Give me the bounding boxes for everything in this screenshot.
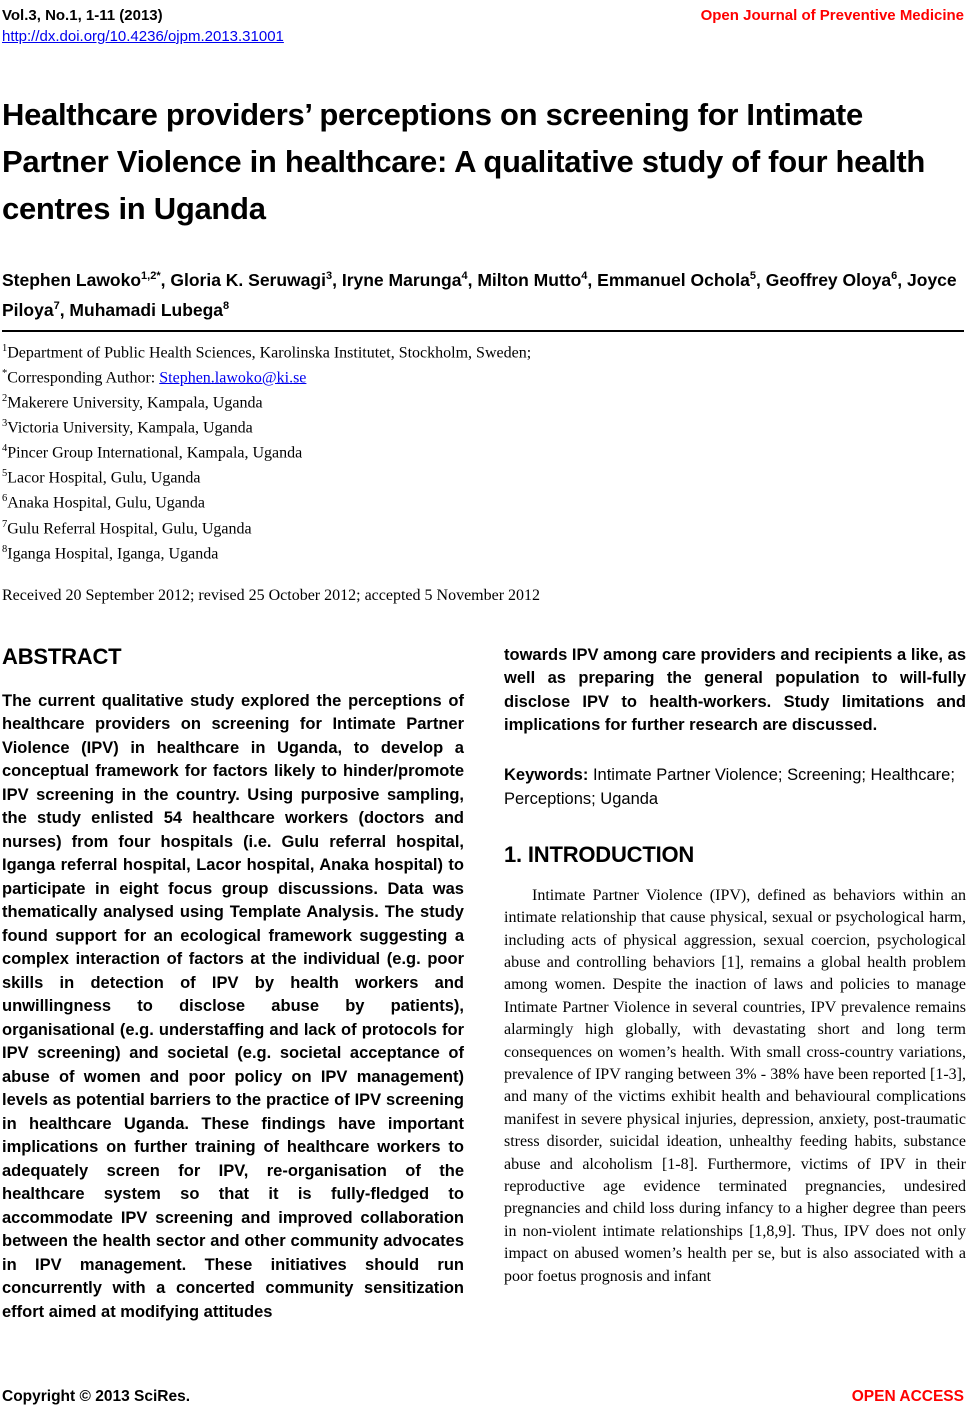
- author-name: Joyce Piloya: [2, 269, 957, 320]
- paper-title: Healthcare providers’ perceptions on screening for Intimate Partner Violence in healthcare: A qualitative study of four health centres in Uganda: [2, 97, 926, 226]
- introduction-body: Intimate Partner Violence (IPV), defined as behaviors within an intimate relationship that cause physical, sexual or psychological harm, including acts of physical aggression, sexual coercion, psychological abuse and controlling behaviors [1], remains a global health problem among women. Despite the inaction of laws and policies to manage Intimate Partner Violence in several countries, IPV prevalence remains alarmingly high globally, with devastating short and long term consequences on women’s health. With small cross-country variations, prevalence of IPV ranging between 3% - 38% have been reported [1-3], and many of the victims exhibit health and behavioural complications manifest in severe physical injuries, depression, anxiety, post-traumatic stress disorder, suicidal ideation, unhealthy feeding habits, substance abuse and alcoholism [1-8]. Furthermore, victims of IPV in their reproductive age evidence terminated pregnancies, undesired pregnancies and child loss during infancy to a higher degree than peers in non-violent intimate relationships [1,8,9]. Thus, IPV does not only impact on abused women’s health per se, but is also associated with a poor foetus prognosis and infant: [504, 886, 966, 1285]
- author-name: Iryne Marunga: [341, 269, 462, 290]
- affiliation-line: $^2$Makerere University, Kampala, Uganda: [2, 392, 263, 412]
- author-name: Stephen Lawoko: [2, 269, 142, 290]
- affiliation-line: $^3$Victoria University, Kampala, Uganda: [2, 418, 253, 437]
- affiliation-superscript: 5: [2, 468, 8, 480]
- author-name: Emmanuel Ochola: [597, 269, 750, 290]
- received-line: Received 20 September 2012; revised 25 October 2012; accepted 5 November 2012: [2, 586, 541, 604]
- affiliation-superscript: 3: [2, 418, 8, 430]
- corresponding-author-email-link[interactable]: Stephen.lawoko@ki.se: [159, 369, 307, 387]
- author-affiliation-superscript: 7: [53, 299, 60, 312]
- author-affiliation-superscript: 4: [581, 270, 588, 282]
- author-affiliation-superscript: 1,2*: [141, 270, 161, 282]
- affiliations-list: [2, 339, 964, 565]
- abstract-body: The current qualitative study explored the perceptions of healthcare providers on screening for Intimate Partner Violence (IPV) in healthcare in Uganda, to develop a conceptual framework for factors likely to hinder/promote IPV screening in the country. Using purposive sampling, the study enlisted 54 healthcare workers (doctors and nurses) from four hospitals (i.e. Gulu referral hospital, Iganga referral hospital, Lacor hospital, Anaka hospital) to participate in eight focus group discussions. Data was thematically analysed using Template Analysis. The study found support for an ecological framework suggesting a complex interaction of factors at the individual (e.g. poor skills in detection of IPV by health workers and unwillingness to disclose abuse by patients), organisational (e.g. understaffing and lack of protocols for IPV screening) and societal (e.g. societal acceptance of abuse of women and poor policy on IPV management) levels as potential barriers to the practice of IPV screening in healthcare Uganda. These findings have important implications on further training of healthcare workers to adequately screen for IPV, re-organisation of the healthcare system so that it is fully-fledged to accommodate IPV screening and improved collaboration between the health sector and other community advocates in IPV management. These initiatives should run concurrently with a concerted community sensitization effort aimed at modifying attitudes: [2, 691, 464, 1321]
- author-affiliation-superscript: 5: [749, 270, 756, 282]
- author-affiliation-superscript: 8: [223, 299, 230, 312]
- author-name: Gloria K. Seruwagi: [170, 269, 326, 290]
- keywords-text: Intimate Partner Violence; Screening; Healthcare; Perceptions; Uganda: [504, 765, 955, 808]
- affiliation-line: $^5$Lacor Hospital, Gulu, Uganda: [2, 468, 201, 487]
- affiliation-line: $^8$Iganga Hospital, Iganga, Uganda: [2, 543, 219, 562]
- introduction-heading: 1. INTRODUCTION: [504, 841, 695, 867]
- author-name: Geoffrey Oloya: [765, 269, 892, 290]
- affiliation-superscript: *: [2, 367, 8, 379]
- affiliation-superscript: 1: [2, 342, 8, 354]
- header-left: [2, 5, 284, 47]
- affiliation-line: *Corresponding Author: Stephen.lawoko@ki.se: [2, 367, 307, 387]
- author-name: Muhamadi Lubega: [69, 299, 224, 320]
- journal-name: Open Journal of Preventive Medicine: [700, 7, 964, 24]
- authors-line: Stephen Lawoko$^{1,2*}$, Gloria K. Seruwagi$^3$, Iryne Marunga$^4$, Milton Mutto$^4$, Emmanuel Ochola$^5$, Geoffrey Oloya$^6$, Joyce Piloya$^7$, Muhamadi Lubega$^8$: [2, 269, 957, 320]
- affiliation-line: $^4$Pincer Group International, Kampala, Uganda: [2, 443, 303, 462]
- left-column: [2, 644, 464, 1325]
- journal-header: [2, 5, 964, 47]
- open-access-label: OPEN ACCESS: [851, 1388, 964, 1405]
- author-name: Milton Mutto: [477, 269, 582, 290]
- volume-info: Vol.3, No.1, 1-11 (2013): [2, 7, 163, 24]
- keywords-block: [504, 763, 966, 811]
- author-affiliation-superscript: 4: [461, 270, 468, 282]
- affiliation-superscript: 6: [2, 493, 8, 505]
- affiliation-line: $^6$Anaka Hospital, Gulu, Uganda: [2, 493, 205, 512]
- affiliation-line: $^7$Gulu Referral Hospital, Gulu, Uganda: [2, 518, 252, 537]
- right-column: [504, 644, 966, 1325]
- author-affiliation-superscript: 3: [325, 270, 333, 282]
- copyright-notice: Copyright © 2013 SciRes.: [2, 1388, 191, 1405]
- page-footer: [2, 1388, 964, 1406]
- abstract-body-continued: towards IPV among care providers and recipients a like, as well as preparing the general population to will-fully disclose IPV to health-workers. Study limitations and implications for further research are discussed.: [504, 645, 966, 735]
- two-column-body: [2, 644, 964, 1325]
- abstract-heading: ABSTRACT: [2, 643, 122, 669]
- affiliation-superscript: 7: [2, 518, 8, 530]
- affiliation-superscript: 8: [2, 543, 8, 555]
- doi-link[interactable]: http://dx.doi.org/10.4236/ojpm.2013.31001: [2, 28, 284, 45]
- affiliation-line: $^1$Department of Public Health Sciences, Karolinska Institutet, Stockholm, Sweden;: [2, 342, 532, 361]
- affiliation-superscript: 4: [2, 443, 8, 455]
- keywords-label: Keywords:: [504, 765, 589, 784]
- author-affiliation-superscript: 6: [891, 270, 898, 282]
- author-divider: [2, 330, 964, 332]
- affiliation-superscript: 2: [2, 392, 8, 404]
